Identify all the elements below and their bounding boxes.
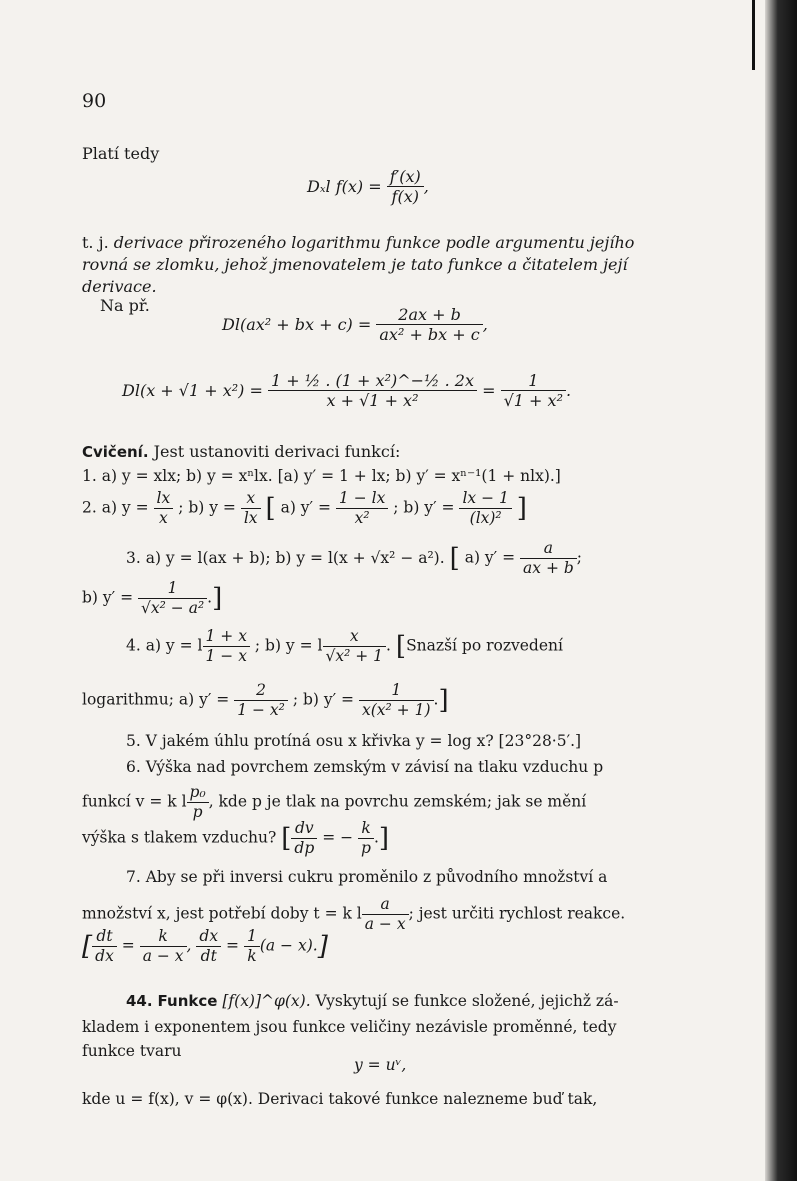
example-2 [122, 372, 571, 411]
exercise-6-line-3: výška s tlakem vzduchu? [ $\frac{dv}{dp}$ = − $\frac{k}{p}$ .] [82, 819, 390, 857]
example-lead: Na př. [100, 296, 150, 315]
exercise-2 [82, 490, 527, 527]
exercise-2-a: 2. a) y = [82, 498, 149, 517]
exercise-4-hint: Snazší po rozvedení [406, 636, 563, 655]
section-number: 44. [126, 992, 153, 1010]
scan-edge-mark [752, 0, 755, 70]
section-title: Funkce [157, 992, 218, 1010]
exercise-6-line-1: 6. Výška nad povrchem zemským v závisí na tlaku vzduchu p [126, 758, 604, 776]
exercise-4-b-num: x [323, 628, 387, 647]
example-1-fraction [376, 306, 482, 345]
section-expression: [f(x)]^φ(x). [222, 992, 311, 1010]
exercise-3-text: 3. a) y = l(ax + b); b) y = l(x + √x² − a²). [126, 548, 445, 567]
exercise-6-sol-mid: = − [322, 828, 354, 847]
exercise-7-text-a: množství x, jest potřebí doby t = k l [82, 904, 362, 923]
exercise-7-sol-eq2: = [226, 936, 240, 955]
exercise-7-sol-eq1: = [121, 936, 135, 955]
bracket-close: ] [212, 583, 223, 614]
exercise-4-sol-b-fraction [359, 682, 434, 719]
exercise-2-sol-a-den: x² [354, 508, 370, 527]
exercise-4-a-den: 1 − x [205, 646, 247, 665]
example-1-tail: , [482, 314, 488, 334]
section-44-heading [126, 992, 619, 1010]
example-2-lhs: Dl(x + √1 + x²) = [122, 380, 263, 400]
exercise-4-hint-2: logarithmu; a) y′ = [82, 690, 230, 709]
exercise-7-sol-d3: dt [200, 946, 217, 965]
page-number: 90 [82, 90, 107, 112]
exercise-3-sol-a-den: ax + b [523, 558, 574, 577]
exercise-2-sol-b-num: lx − 1 [459, 490, 511, 509]
formula-1-tail: , [423, 176, 429, 196]
example-2-fraction-2 [501, 372, 566, 411]
exercise-7-text-b: ; jest určiti rychlost reakce. [408, 904, 626, 923]
bracket-close: ] [317, 931, 328, 962]
exercise-4-a: 4. a) y = l [126, 636, 203, 655]
exercise-4-sol-a-num: 2 [234, 682, 288, 701]
exercise-4-sol-b-num: 1 [359, 682, 434, 701]
exercise-4-sol-a-den: 1 − x² [237, 700, 285, 719]
exercise-2-a-den: x [159, 508, 168, 527]
example-2-tail: . [565, 380, 572, 400]
formula-1-lhs: Dₓl f(x) = [307, 176, 382, 196]
exercise-4-b: ; b) y = l [254, 636, 323, 655]
bracket-close: ] [438, 685, 449, 716]
exercise-2-sol-b-fraction [459, 490, 511, 527]
example-2-num: 1 + ½ . (1 + x²)^−½ . 2x [268, 372, 477, 391]
exercise-3-sol-b-den: √x² − a² [141, 598, 205, 617]
exercise-4-sol-a-fraction [234, 682, 288, 719]
bracket-close: ] [516, 493, 527, 524]
exercise-7-sol-fraction-2 [140, 928, 187, 965]
exercise-7-line-1: 7. Aby se při inversi cukru proměnilo z původního množství a [126, 868, 608, 886]
exercise-7-sol-d1: dx [95, 946, 114, 965]
example-2-num-2: 1 [501, 372, 566, 391]
exercise-2-sol-a-num: 1 − lx [336, 490, 388, 509]
formula-1 [307, 168, 429, 207]
exercise-6-sol-num-2: k [358, 820, 374, 839]
exercise-2-b-den: lx [243, 508, 258, 527]
exercises-heading [82, 442, 400, 461]
exercise-4-b-den: √x² + 1 [325, 646, 384, 665]
exercise-3-sol-b-num: 1 [138, 580, 207, 599]
bracket-open: [ [82, 931, 93, 962]
section-text-3: funkce tvaru [82, 1042, 182, 1060]
exercise-7-sol-d4: k [247, 946, 257, 965]
exercise-3-sol-b: b) y′ = [82, 588, 134, 607]
exercise-4: 4. a) y = l $\frac{1 + x}{1 - x}$ ; b) y = l $\frac{x}{\text{√x² + 1}}$ . [Snazší po rozvedení [126, 627, 563, 665]
exercises-title: Cvičení. [82, 443, 149, 461]
exercise-2-sol-b: ; b) y′ = [393, 498, 455, 517]
example-1-num: 2ax + b [376, 306, 482, 325]
exercise-3-sol-a-fraction [520, 540, 577, 577]
exercise-4-solution: logarithmu; a) y′ = $\frac{2}{\text{1 − x²}}$ ; b) y′ = $\frac{1}{\text{x(x² + 1)}}$ .] [82, 681, 449, 719]
exercise-7-fraction [362, 896, 409, 933]
exercise-6-sol-fraction-2 [358, 820, 374, 857]
section-formula: y = uᵛ, [354, 1056, 407, 1074]
exercise-4-a-fraction [203, 628, 250, 665]
exercise-6-frac-num: p₀ [187, 784, 209, 803]
formula-1-num: f′(x) [387, 168, 424, 187]
exercise-6-text-a: funkcí v = k l [82, 792, 187, 811]
exercise-6-sol-den-2: p [361, 838, 371, 857]
exercise-7-sol-fraction-1 [92, 928, 117, 965]
exercise-2-b: ; b) y = [178, 498, 236, 517]
exercise-6-fraction [187, 784, 209, 821]
example-2-fraction [268, 372, 477, 411]
exercise-2-b-fraction [241, 490, 261, 527]
example-2-den-2: √1 + x² [503, 391, 563, 411]
exercise-6-line-2 [82, 784, 586, 821]
example-2-eq: = [482, 380, 496, 400]
exercise-7-solution [82, 928, 328, 965]
exercise-3-sol-a: a) y′ = [464, 548, 516, 567]
exercise-7-frac-num: a [362, 896, 409, 915]
exercise-2-b-num: x [241, 490, 261, 509]
exercise-4-a-num: 1 + x [203, 628, 250, 647]
exercise-6-question: výška s tlakem vzduchu? [82, 828, 277, 847]
formula-1-den: f(x) [391, 187, 419, 207]
exercise-2-sol-a: a) y′ = [280, 498, 331, 517]
exercise-4-sol-b-den: x(x² + 1) [362, 700, 431, 719]
exercise-7-sol-comma: , [186, 936, 192, 955]
section-text-2: kladem i exponentem jsou funkce veličiny nezávisle proměnné, tedy [82, 1018, 617, 1036]
exercise-7-frac-den: a − x [364, 914, 406, 933]
exercise-2-sol-a-fraction [336, 490, 388, 527]
exercise-6-text-b: , kde p je tlak na povrchu zemském; jak se mění [208, 792, 587, 811]
exercise-7-sol-tail: (a − x). [259, 936, 318, 955]
exercise-3-b: b) y′ = $\frac{1}{\text{√x² − a²}}$ .] [82, 579, 223, 617]
exercise-7-sol-d2: a − x [142, 946, 184, 965]
intro-text: Platí tedy [82, 144, 160, 163]
example-1 [222, 306, 488, 345]
definition-italic: derivace přirozeného logarithmu funkce podle argumentu jejího rovná se zlomku, jehož jmenovatelem je tato funkce a čitatelem její derivace. [82, 233, 635, 296]
exercise-6-frac-den: p [192, 802, 203, 821]
exercise-7-sol-n2: k [140, 928, 187, 947]
bracket-open: [ [449, 543, 460, 574]
exercise-2-sol-b-den: (lx)² [469, 508, 502, 527]
exercise-6-sol-fraction-1 [291, 820, 317, 857]
bracket-open: [ [395, 631, 407, 662]
exercise-1: 1. a) y = xlx; b) y = xⁿlx. [a) y′ = 1 + lx; b) y′ = xⁿ⁻¹(1 + nlx).] [82, 467, 561, 485]
exercise-4-b-fraction [323, 628, 387, 665]
exercises-intro: Jest ustanoviti derivaci funkcí: [153, 442, 401, 461]
scan-edge-shadow [765, 0, 797, 1181]
exercise-3-sol-b-fraction [138, 580, 207, 617]
example-1-den: ax² + bx + c [379, 325, 480, 345]
example-1-lhs: Dl(ax² + bx + c) = [222, 314, 372, 334]
exercise-7-sol-n4: 1 [244, 928, 260, 947]
last-line: kde u = f(x), v = φ(x). Derivaci takové funkce nalezneme buď tak, [82, 1090, 598, 1108]
exercise-4-sol-b: ; b) y′ = [292, 690, 355, 709]
exercise-3: 3. a) y = l(ax + b); b) y = l(x + √x² − a²). [ a) y′ = $\frac{a}{ax + b}$ ; [126, 539, 583, 577]
exercise-6-sol-den-1: dp [294, 838, 315, 857]
exercise-7-sol-n1: dt [92, 928, 117, 947]
bracket-open: [ [265, 493, 276, 524]
example-2-den: x + √1 + x² [326, 391, 419, 411]
exercise-2-a-num: lx [154, 490, 174, 509]
bracket-open: [ [281, 823, 292, 854]
exercise-5: 5. V jakém úhlu protíná osu x křivka y = log x? [23°28·5′.] [126, 732, 582, 750]
exercise-3-sol-a-num: a [520, 540, 577, 559]
exercise-7-sol-fraction-3 [196, 928, 221, 965]
exercise-7-sol-n3: dx [196, 928, 221, 947]
definition [82, 232, 680, 298]
bracket-close: ] [378, 823, 390, 854]
definition-lead: t. j. [82, 233, 109, 252]
exercise-6-sol-num-1: dv [291, 820, 317, 839]
exercise-2-a-fraction [154, 490, 174, 527]
formula-1-fraction [387, 168, 424, 207]
section-text-1: Vyskytují se funkce složené, jejichž zá- [315, 992, 619, 1010]
exercise-7-sol-fraction-4 [244, 928, 260, 965]
